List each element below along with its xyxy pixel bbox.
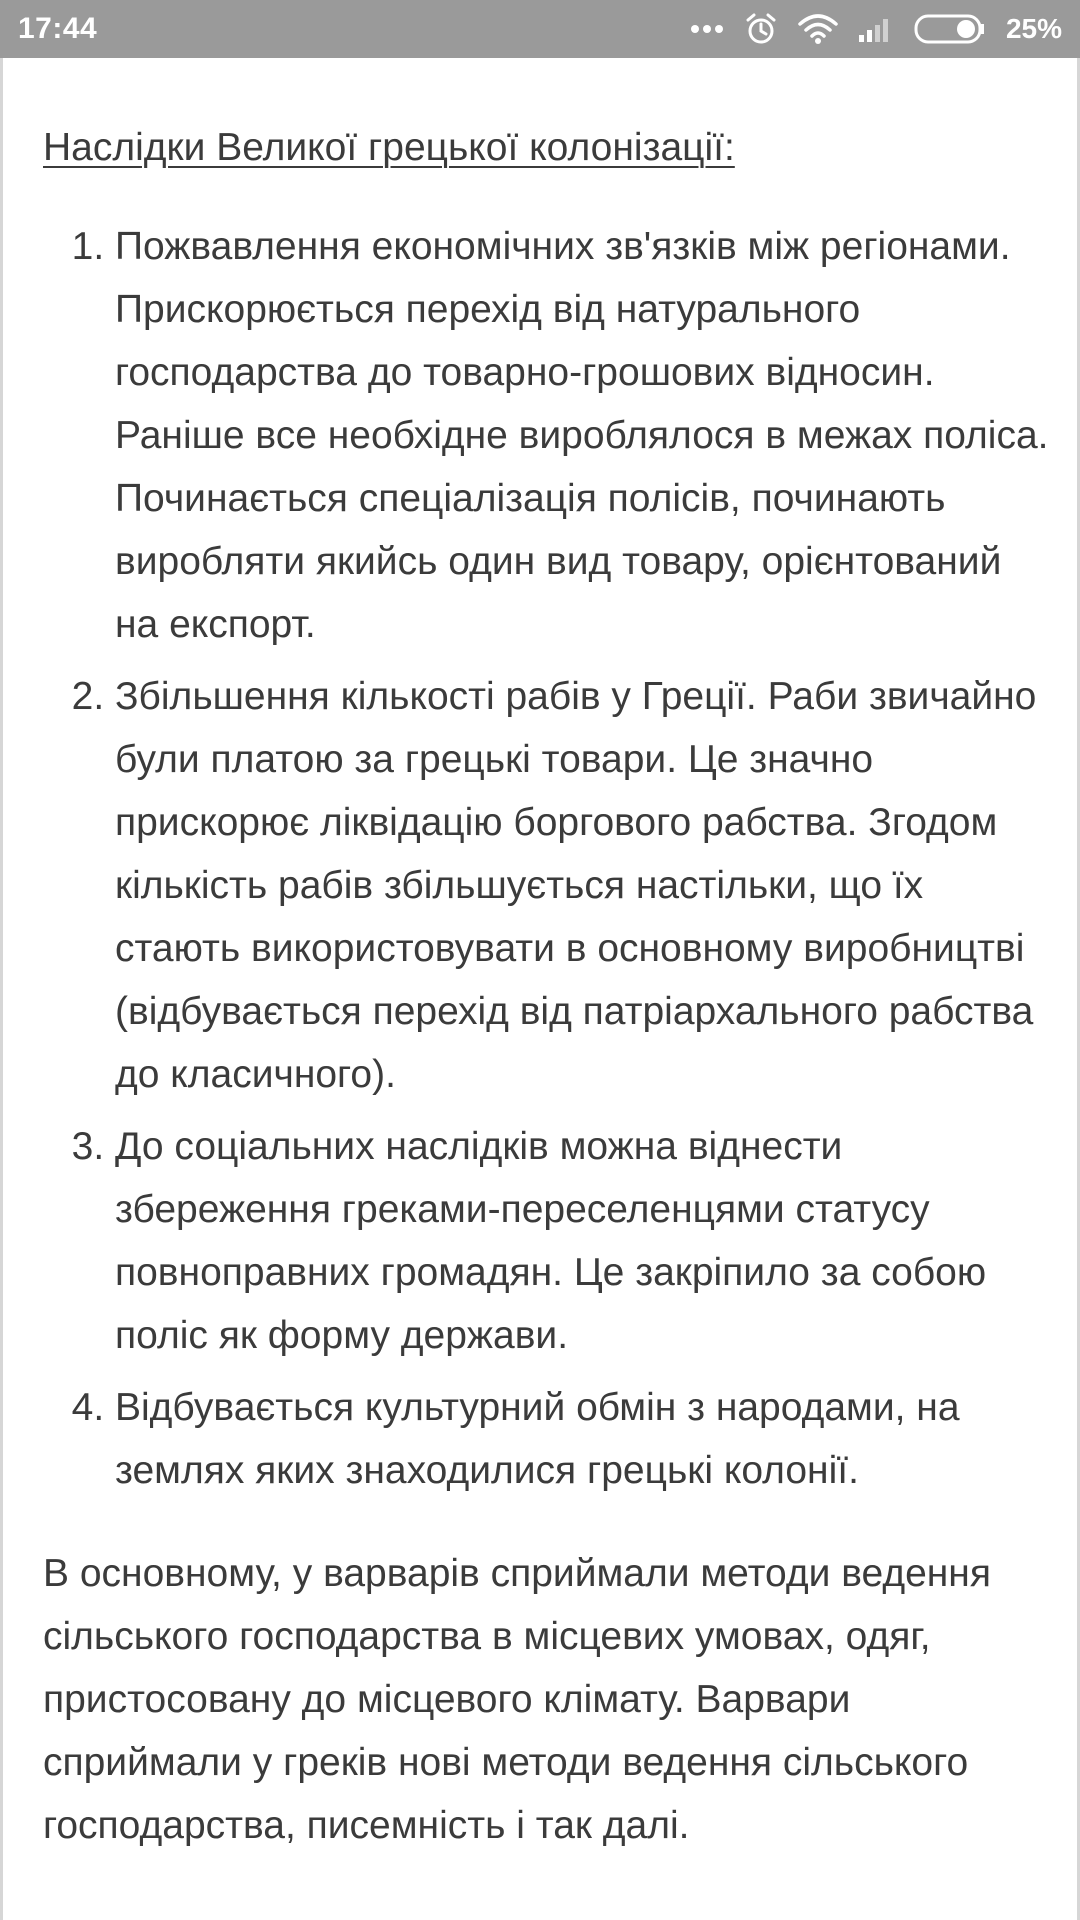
article-heading: Наслідки Великої грецької колонізації: <box>43 126 735 169</box>
list-item: 3. До соціальних наслідків можна віднести збереження греками-переселенцями статусу повноправних громадян. Це закріпило за собою поліс як форму держави. <box>115 1115 1053 1367</box>
status-time: 17:44 <box>18 12 98 45</box>
alarm-clock-icon <box>744 12 778 46</box>
wifi-icon <box>798 14 838 44</box>
more-dots-icon <box>690 24 724 34</box>
list-item: 1. Пожвавлення економічних зв'язків між регіонами. Прискорюється перехід від натурального господарства до товарно-грошових відносин. Раніше все необхідне вироблялося в межах поліса. Починається спеціалізація полісів, починають виробляти якийсь один вид товару, орієнтований на експорт. <box>115 215 1053 656</box>
consequences-list <box>43 215 1053 1502</box>
article-paragraph: В основному, у варварів сприймали методи ведення сільського господарства в місцевих умовах, одяг, пристосовану до місцевого клімату. Варвари сприймали у греків нові методи ведення сільського господарства, писемність і так далі. <box>43 1552 991 1847</box>
list-item: 4. Відбувається культурний обмін з народами, на землях яких знаходилися грецькі колонії. <box>115 1376 1053 1502</box>
battery-icon <box>914 14 986 44</box>
article-page <box>0 58 1080 1920</box>
signal-icon <box>858 15 894 43</box>
article-content <box>43 116 1053 1857</box>
battery-percent: 25% <box>1005 13 1062 44</box>
status-icons <box>690 12 1062 46</box>
list-item: 2. Збільшення кількості рабів у Греції. Раби звичайно були платою за грецькі товари. Це значно прискорює ліквідацію боргового рабства. Згодом кількість рабів збільшується настільки, що їх стають використовувати в основному виробництві (відбувається перехід від патріархального рабства до класичного). <box>115 665 1053 1106</box>
status-bar <box>0 0 1080 58</box>
